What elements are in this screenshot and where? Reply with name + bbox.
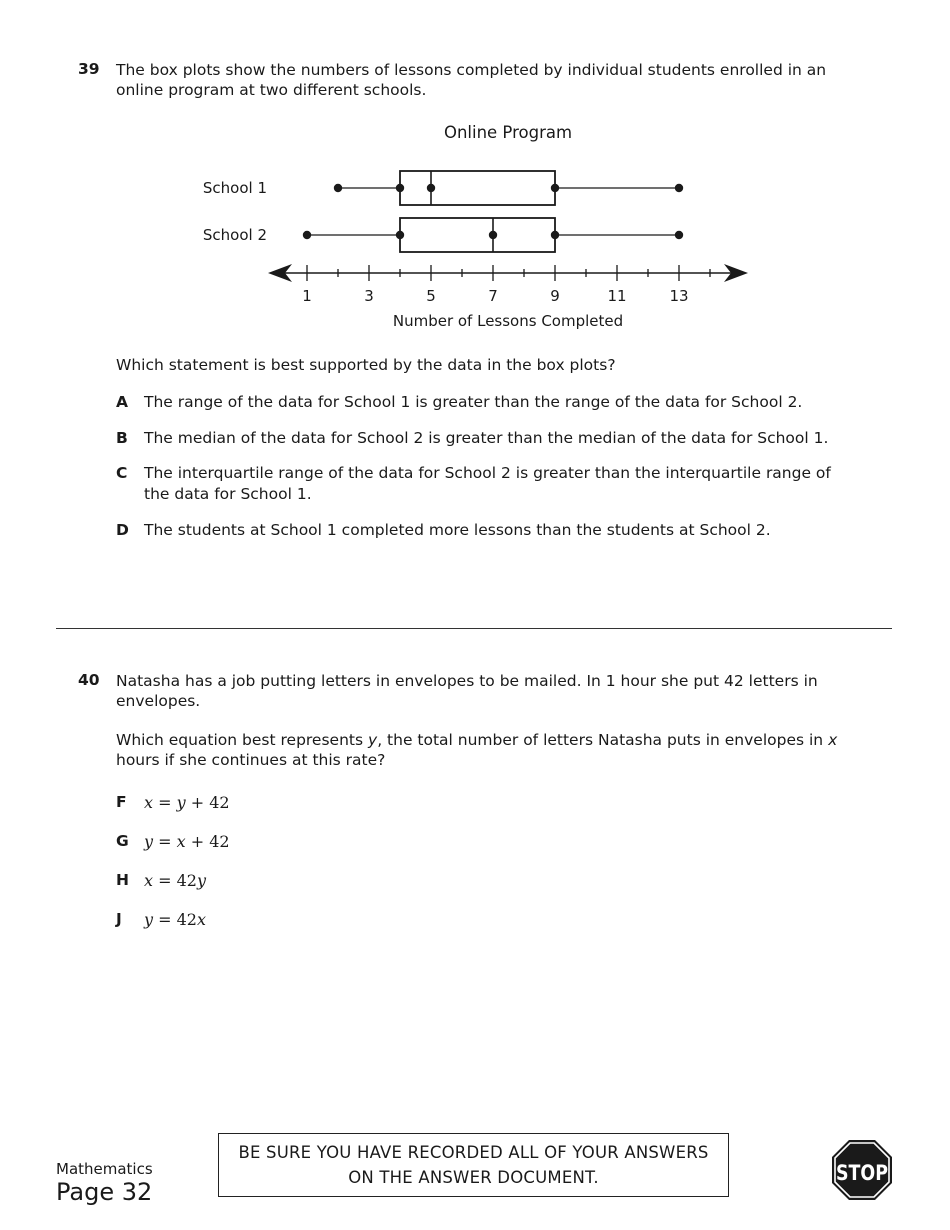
option-text: The interquartile range of the data for School 2 is greater than the interquartile range of the data for School 1. (144, 464, 831, 503)
option-equation: x = 42y (144, 871, 207, 890)
question-40-prompt: Natasha has a job putting letters in envelopes to be mailed. In 1 hour she put 42 letters in envelopes. (116, 672, 818, 710)
axis-tick-label: 7 (488, 287, 498, 305)
axis-tick-label: 3 (364, 287, 374, 305)
option-b[interactable] (116, 428, 846, 449)
option-letter: F (116, 793, 127, 811)
axis-tick-label: 5 (426, 287, 436, 305)
option-letter: G (116, 832, 129, 850)
footer-subject: Mathematics (56, 1160, 153, 1178)
option-letter: H (116, 871, 129, 889)
point-q3 (551, 184, 559, 192)
option-c[interactable] (116, 463, 846, 505)
point-q1 (396, 184, 404, 192)
stop-text: STOP (836, 1161, 888, 1185)
reminder-line-1: BE SURE YOU HAVE RECORDED ALL OF YOUR ANSWERS (238, 1143, 709, 1162)
axis-tick-label: 13 (669, 287, 689, 305)
point-min (303, 231, 311, 239)
question-40-question: Which equation best represents y, the total number of letters Natasha puts in envelopes in x hours if she continues at this rate? (116, 731, 838, 769)
point-median (427, 184, 435, 192)
option-d[interactable] (116, 520, 846, 541)
chart-title: Online Program (443, 123, 573, 142)
x-axis-label: Number of Lessons Completed (392, 312, 624, 330)
answer-reminder-box (218, 1133, 729, 1197)
axis-tick-label: 9 (550, 287, 560, 305)
option-letter: A (116, 393, 128, 411)
option-j[interactable] (116, 909, 846, 930)
point-q1 (396, 231, 404, 239)
stop-sign-icon (830, 1138, 894, 1202)
footer-page-number: Page 32 (56, 1178, 153, 1206)
option-letter: B (116, 429, 128, 447)
option-a[interactable] (116, 392, 846, 413)
point-max (675, 231, 683, 239)
question-39-number: 39 (78, 60, 100, 78)
question-39-prompt: The box plots show the numbers of lessons completed by individual students enrolled in an online program at two different schools. (116, 61, 827, 99)
option-equation: y = x + 42 (144, 832, 230, 851)
series-label: School 2 (202, 226, 267, 244)
option-letter: C (116, 464, 128, 482)
box-plot-chart (0, 110, 950, 335)
option-text: The students at School 1 completed more lessons than the students at School 2. (144, 521, 771, 539)
question-39-question: Which statement is best supported by the data in the box plots? (116, 356, 616, 374)
option-text: The median of the data for School 2 is greater than the median of the data for School 1. (144, 429, 829, 447)
option-letter: D (116, 521, 129, 539)
section-divider (56, 628, 892, 629)
point-median (489, 231, 497, 239)
point-max (675, 184, 683, 192)
option-letter: J (116, 910, 122, 928)
series-label: School 1 (202, 179, 267, 197)
option-equation: x = y + 42 (144, 793, 230, 812)
question-40-number: 40 (78, 671, 100, 689)
box-q1-q3 (400, 171, 555, 205)
reminder-line-2: ON THE ANSWER DOCUMENT. (348, 1168, 599, 1187)
box-q1-q3 (400, 218, 555, 252)
point-q3 (551, 231, 559, 239)
axis-tick-label: 11 (607, 287, 627, 305)
point-min (334, 184, 342, 192)
option-equation: y = 42x (144, 910, 207, 929)
axis-tick-label: 1 (302, 287, 312, 305)
option-text: The range of the data for School 1 is greater than the range of the data for School 2. (144, 393, 803, 411)
option-f[interactable] (116, 792, 846, 813)
option-g[interactable] (116, 831, 846, 852)
option-h[interactable] (116, 870, 846, 891)
